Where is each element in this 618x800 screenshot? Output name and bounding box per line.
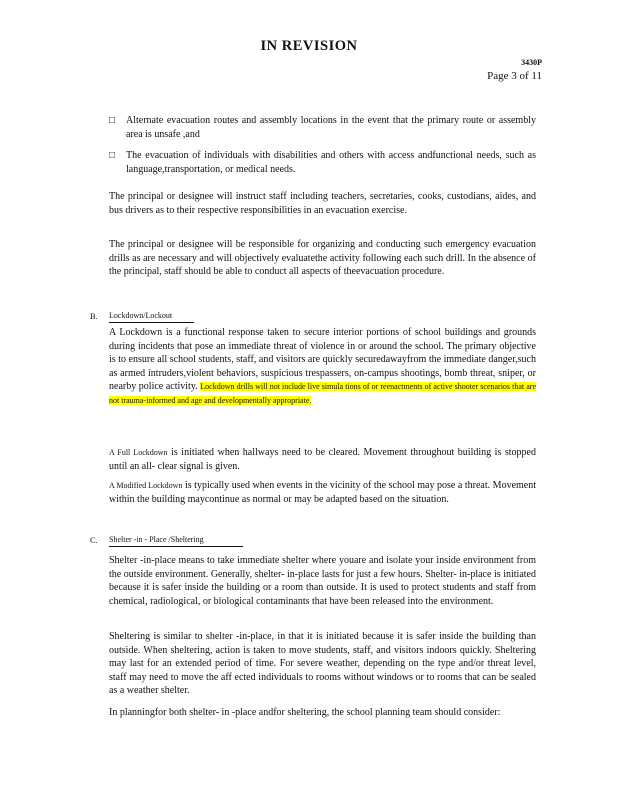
section-letter: C. [90, 535, 98, 545]
paragraph-text: A Lockdown is a functional response taken to secure interior portions of school buildings and grounds during incidents that pose an immediate threat of violence in or around the school. The primary objective is to ensure all school students, staff, and visitors are quickly securedawayfrom the immediate danger,such as armed intruders,violent behaviors, suspicious trespassers, on-campus shootings, bomb threat, sniper, or nearby police activity. [109, 327, 536, 392]
paragraph-lockdown-definition [109, 326, 536, 407]
section-letter: B. [90, 311, 98, 321]
page-title: IN REVISION [260, 38, 358, 54]
paragraph-full-lockdown [109, 446, 536, 473]
term-label: A Full Lockdown [109, 448, 168, 457]
paragraph-shelter-in-place: Shelter -in-place means to take immediate shelter where youare and isolate your inside environment from the outside environment. Generally, shelter- in-place lasts for just a few hours. Shelter- in-place is initiated because it is safer inside the building or a room than outside. It is used to protect students and staff from chemical, radiological, or biological contaminants that have been released into the environment. [109, 555, 536, 607]
page-number: Page 3 of 11 [487, 70, 542, 82]
paragraph-sheltering: Sheltering is similar to shelter -in-place, in that it is initiated because it is safer inside the building than outside. When sheltering, action is taken to move students, staff, and visitors indoors quickly. Sheltering may last for an extended period of time. For severe weather, depending on the type and/or threat level, staff may need to move the aff ected individuals to rooms without windows or to rooms that can be sealed as a weather shelter. [109, 631, 536, 696]
policy-code: 3430P [521, 58, 542, 67]
checkbox-bullet-icon: □ [109, 115, 116, 126]
list-item-text: The evacuation of individuals with disabilities and others with access andfunctional needs, such as language,transportation, or medical needs. [126, 150, 536, 175]
paragraph-text: is typically used when events in the vicinity of the school may pose a threat. Movement within the building maycontinue as normal or may be adapted based on the situation. [109, 480, 536, 505]
heading-underline [109, 546, 243, 547]
highlighted-text: Lockdown drills will not include live simula tions of or reenactments of active shooter scenarios that are not trauma-informed and age and developmentally appropriate. [109, 382, 537, 405]
checkbox-bullet-icon: □ [109, 150, 116, 161]
section-title: Lockdown/Lockout [109, 311, 173, 320]
paragraph-principal-responsibility: The principal or designee will be responsible for organizing and conducting such emergency evacuation drills as are necessary and will objectively evaluatethe activity following each such drill. In the absence of the principal, staff should be able to conduct all aspects of theevacuation procedure. [109, 239, 536, 277]
paragraph-staff-instruction: The principal or designee will instruct staff including teachers, secretaries, cooks, custodians, aides, and bus drivers as to their respective responsibilities in an evacuation exercise. [109, 191, 536, 216]
term-label: A Modified Lockdown [109, 481, 183, 490]
list-item [109, 114, 536, 141]
list-item-text: Alternate evacuation routes and assembly locations in the event that the primary route or assembly area is unsafe ,and [126, 115, 536, 140]
paragraph-planning: In planningfor both shelter- in -place andfor sheltering, the school planning team should consider: [109, 707, 501, 718]
heading-underline [109, 322, 194, 323]
paragraph-text: is initiated when hallways need to be cleared. Movement throughout building is stopped until an all- clear signal is given. [109, 447, 536, 472]
paragraph-modified-lockdown [109, 479, 536, 506]
section-title: Shelter -in - Place /Sheltering [109, 535, 204, 544]
list-item [109, 149, 536, 176]
